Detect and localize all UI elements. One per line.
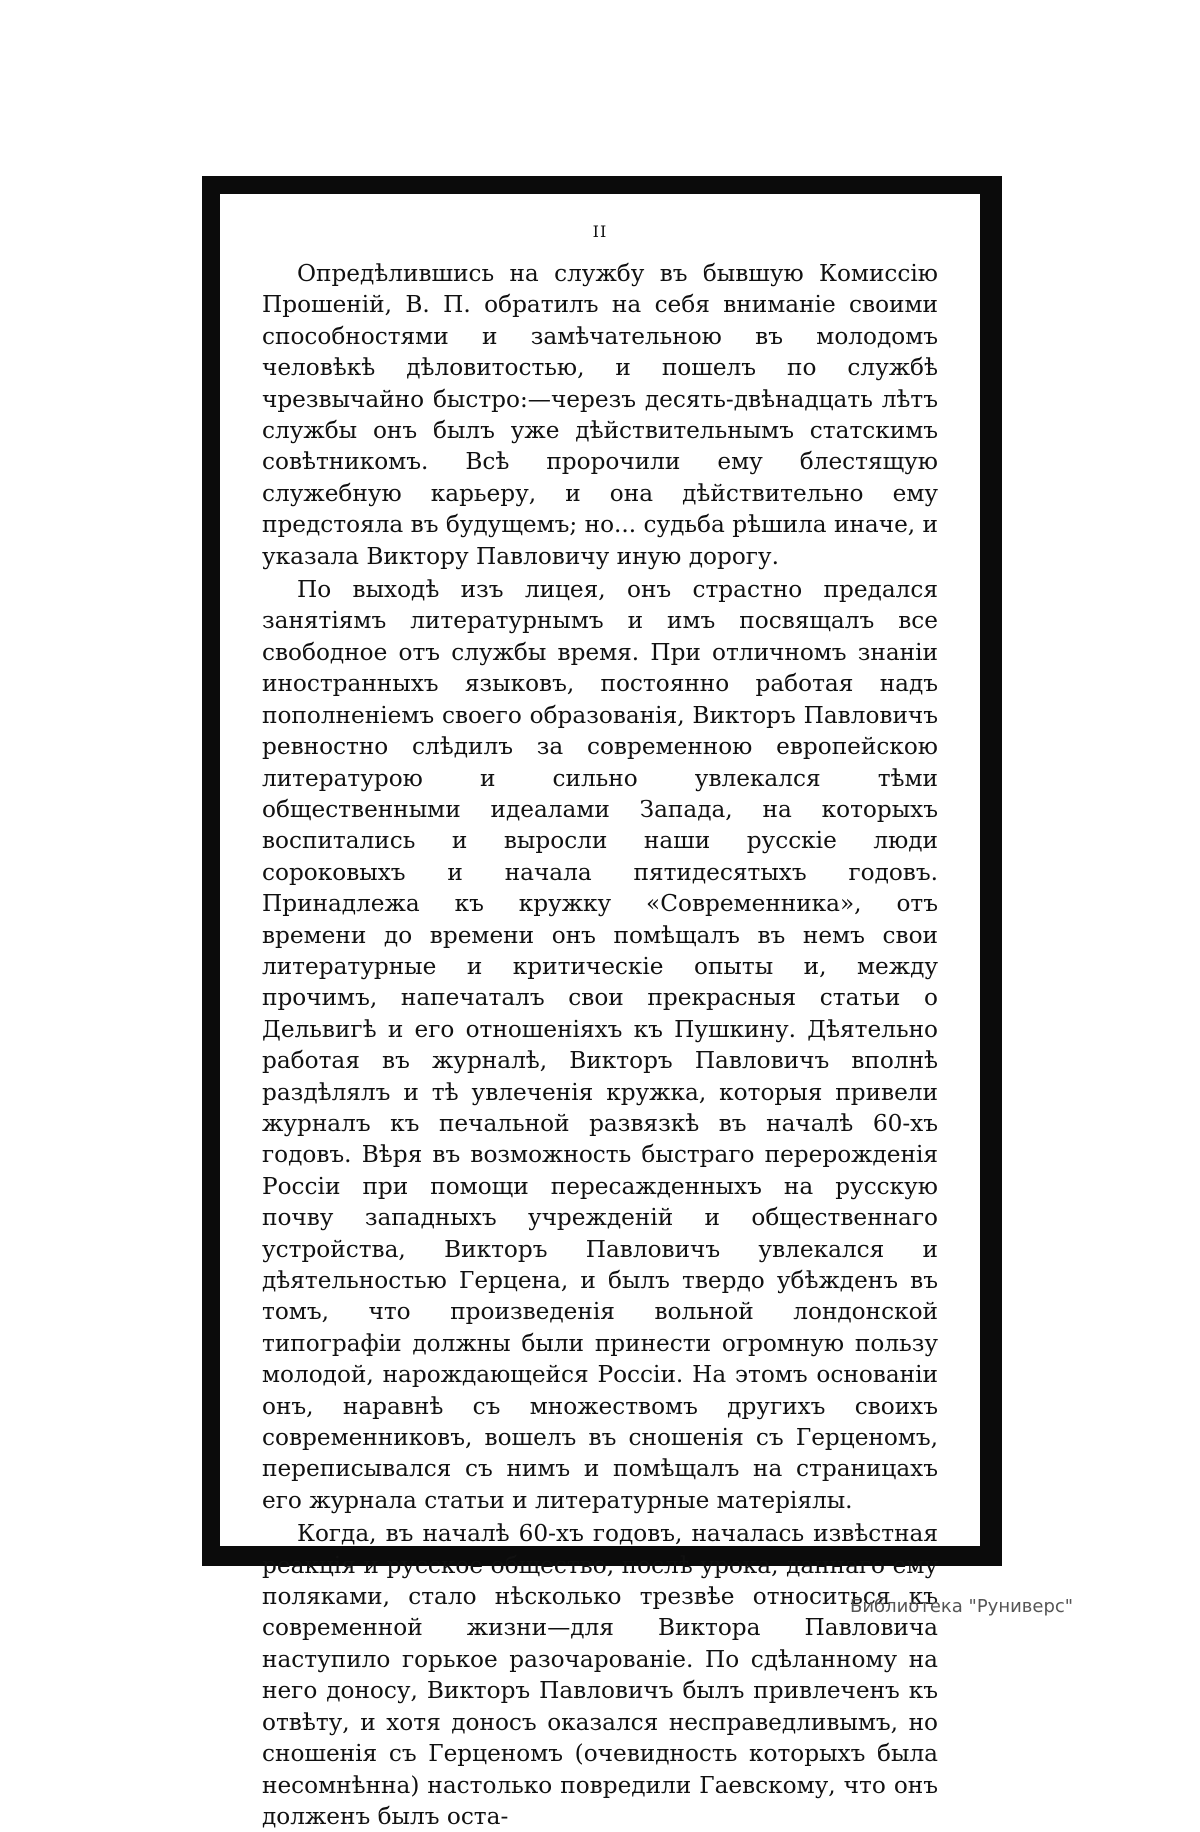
library-watermark: Библиотека "Руниверс" xyxy=(850,1596,1074,1617)
paragraph-2: По выходѣ изъ лицея, онъ страстно предался занятіямъ литературнымъ и имъ посвящалъ все свободное отъ службы время. При отличномъ знаніи иностранныхъ языковъ, постоянно работая надъ пополненіемъ своего образованія, Викторъ Павловичъ ревностно слѣдилъ за современною европейскою литературою и сильно увлекался тѣми общественными идеалами Запада, на которыхъ воспитались и выросли наши русскіе люди сороковыхъ и начала пятидесятыхъ годовъ. Принадлежа къ кружку «Современника», отъ времени до времени онъ помѣщалъ въ немъ свои литературные и критическіе опыты и, между прочимъ, напечаталъ свои прекрасныя статьи о Дельвигѣ и его отношеніяхъ къ Пушкину. Дѣятельно работая въ журналѣ, Викторъ Павловичъ вполнѣ раздѣлялъ и тѣ увлеченія кружка, которыя привели журналъ къ печальной развязкѣ въ началѣ 60-хъ годовъ. Вѣря въ возможность быстраго перерожденія Россіи при помощи пересажденныхъ на русскую почву западныхъ учрежденій и общественнаго устройства, Викторъ Павловичъ увлекался и дѣятельностью Герцена, и былъ твердо убѣжденъ въ томъ, что произведенія вольной лондонской типографіи должны были принести огромную пользу молодой, нарождающейся Россіи. На этомъ основаніи онъ, наравнѣ съ множествомъ другихъ своихъ современниковъ, вошелъ въ сношенія съ Герценомъ, переписывался съ нимъ и помѣщалъ на страницахъ его журнала статьи и литературные матеріялы. xyxy=(262,576,938,1514)
paragraph-3: Когда, въ началѣ 60-хъ годовъ, началась извѣстная реакція и русское общество, послѣ урока, даннаго ему поляками, стало нѣсколько трезвѣе относиться къ современной жизни—для Виктора Павловича наступило горькое разочарованіе. По сдѣланному на него доносу, Викторъ Павловичъ былъ привлеченъ къ отвѣту, и хотя доносъ оказался несправедливымъ, но сношенія съ Герценомъ (очевидность которыхъ была несомнѣнна) настолько повредили Гаевскому, что онъ долженъ былъ оста- xyxy=(262,1520,938,1830)
text-body xyxy=(262,258,938,1832)
paragraph-1: Опредѣлившись на службу въ бывшую Комиссію Прошеній, В. П. обратилъ на себя вниманіе своими способностями и замѣчательною въ молодомъ человѣкѣ дѣловитостью, и пошелъ по службѣ чрезвычайно быстро:—черезъ десять-двѣнадцать лѣтъ службы онъ былъ уже дѣйствительнымъ статскимъ совѣтникомъ. Всѣ пророчили ему блестящую служебную карьеру, и она дѣйствительно ему предстояла въ будущемъ; но... судьба рѣшила иначе, и указала Виктору Павловичу иную дорогу. xyxy=(262,260,938,570)
page-number: II xyxy=(592,222,608,241)
